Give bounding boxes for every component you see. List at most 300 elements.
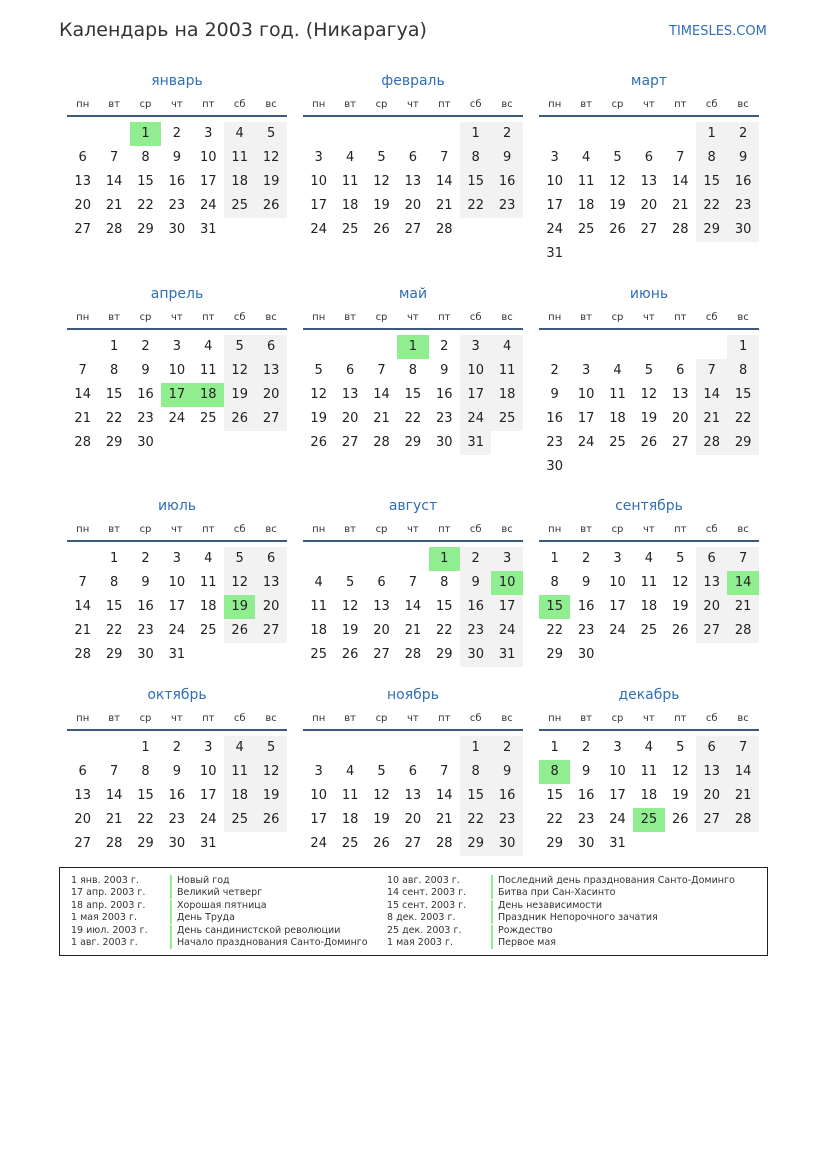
day-cell: 10 bbox=[577, 387, 595, 402]
holiday-day-cell: 8 bbox=[539, 760, 570, 784]
weekday-label: сб bbox=[233, 99, 246, 110]
day-cell: 20 bbox=[696, 595, 727, 619]
legend-date: 15 сент. 2003 г. bbox=[387, 899, 467, 911]
month-name: декабрь bbox=[618, 687, 680, 703]
day-cell: 14 bbox=[404, 599, 422, 614]
day-cell: 20 bbox=[373, 623, 390, 638]
holiday-day-cell: 18 bbox=[193, 383, 224, 407]
month-name: февраль bbox=[381, 73, 445, 89]
legend-holiday-name: Последний день празднования Санто-Доминго bbox=[491, 875, 735, 886]
month-name: апрель bbox=[150, 286, 204, 302]
day-cell: 29 bbox=[105, 647, 123, 662]
day-cell: 6 bbox=[78, 764, 87, 779]
weekday-label: вс bbox=[501, 99, 513, 110]
day-cell: 21 bbox=[74, 411, 91, 426]
day-cell: 24 bbox=[168, 623, 186, 638]
weekday-label: чт bbox=[171, 99, 183, 110]
weekday-label: вс bbox=[737, 312, 749, 323]
day-cell: 8 bbox=[550, 575, 559, 590]
day-cell: 24 bbox=[460, 407, 491, 431]
day-cell: 20 bbox=[696, 784, 727, 808]
day-cell: 15 bbox=[105, 387, 123, 402]
day-cell: 4 bbox=[224, 736, 255, 760]
day-cell: 13 bbox=[404, 788, 422, 803]
weekday-label: сб bbox=[469, 524, 482, 535]
day-cell: 6 bbox=[255, 335, 286, 359]
day-cell: 9 bbox=[581, 575, 591, 590]
day-cell: 22 bbox=[137, 198, 154, 213]
day-cell: 16 bbox=[577, 599, 595, 614]
month-name: март bbox=[630, 73, 668, 89]
day-cell: 28 bbox=[727, 808, 758, 832]
day-cell: 12 bbox=[224, 571, 255, 595]
day-cell: 13 bbox=[74, 174, 91, 189]
day-cell: 28 bbox=[74, 647, 91, 662]
day-cell: 24 bbox=[609, 812, 626, 827]
holiday-legend bbox=[59, 867, 768, 956]
weekday-label: чт bbox=[171, 713, 183, 724]
day-cell: 6 bbox=[78, 150, 87, 165]
day-cell: 25 bbox=[640, 623, 658, 638]
day-cell: 31 bbox=[460, 431, 491, 455]
day-cell: 16 bbox=[137, 599, 154, 614]
day-cell: 9 bbox=[172, 764, 182, 779]
day-cell: 25 bbox=[491, 407, 522, 431]
day-cell: 18 bbox=[200, 599, 217, 614]
day-cell: 11 bbox=[341, 788, 359, 803]
day-cell: 10 bbox=[200, 764, 217, 779]
day-cell: 7 bbox=[440, 150, 449, 165]
day-cell: 20 bbox=[672, 411, 689, 426]
legend-holiday-name: Праздник Непорочного зачатия bbox=[491, 912, 658, 923]
day-cell: 21 bbox=[105, 812, 123, 827]
day-cell: 28 bbox=[373, 435, 390, 450]
day-cell: 19 bbox=[609, 198, 626, 213]
day-cell: 29 bbox=[436, 647, 453, 662]
weekday-label: пт bbox=[438, 312, 451, 323]
day-cell: 19 bbox=[373, 198, 390, 213]
day-cell: 10 bbox=[310, 788, 327, 803]
month-header-rule bbox=[67, 540, 287, 542]
day-cell: 2 bbox=[460, 547, 491, 571]
day-cell: 5 bbox=[345, 575, 355, 590]
day-cell: 15 bbox=[105, 599, 123, 614]
legend-date: 19 июл. 2003 г. bbox=[71, 924, 148, 936]
day-cell: 27 bbox=[640, 222, 658, 237]
day-cell: 2 bbox=[141, 339, 150, 354]
day-cell: 12 bbox=[310, 387, 327, 402]
day-cell: 14 bbox=[436, 174, 453, 189]
day-cell: 8 bbox=[141, 764, 150, 779]
day-cell: 8 bbox=[109, 575, 119, 590]
weekday-label: вс bbox=[501, 713, 513, 724]
month-header-rule bbox=[303, 115, 523, 117]
month-name: июль bbox=[157, 498, 197, 514]
day-cell: 26 bbox=[255, 194, 286, 218]
day-cell: 18 bbox=[224, 784, 255, 808]
day-cell: 22 bbox=[404, 411, 422, 426]
month-header-rule bbox=[539, 328, 759, 330]
day-cell: 7 bbox=[696, 359, 727, 383]
day-cell: 7 bbox=[440, 764, 449, 779]
day-cell: 26 bbox=[672, 812, 689, 827]
day-cell: 25 bbox=[577, 222, 595, 237]
day-cell: 17 bbox=[577, 411, 595, 426]
day-cell: 15 bbox=[137, 174, 154, 189]
day-cell: 15 bbox=[137, 788, 154, 803]
weekday-label: сб bbox=[469, 312, 482, 323]
day-cell: 15 bbox=[546, 788, 563, 803]
weekday-label: пн bbox=[312, 524, 326, 535]
day-cell: 7 bbox=[109, 150, 119, 165]
day-cell: 1 bbox=[550, 740, 559, 755]
day-cell: 31 bbox=[546, 246, 563, 261]
day-cell: 6 bbox=[644, 150, 654, 165]
day-cell: 13 bbox=[672, 387, 689, 402]
day-cell: 14 bbox=[74, 599, 91, 614]
holiday-day-cell: 1 bbox=[397, 335, 428, 359]
day-cell: 3 bbox=[460, 335, 491, 359]
day-cell: 23 bbox=[137, 623, 154, 638]
day-cell: 30 bbox=[137, 647, 154, 662]
day-cell: 24 bbox=[200, 198, 217, 213]
day-cell: 9 bbox=[550, 387, 559, 402]
weekday-label: ср bbox=[611, 99, 624, 110]
weekday-label: пн bbox=[76, 312, 90, 323]
weekday-label: чт bbox=[171, 312, 183, 323]
weekday-label: сб bbox=[469, 713, 482, 724]
weekday-label: сб bbox=[705, 99, 718, 110]
holiday-day-cell: 10 bbox=[491, 571, 522, 595]
day-cell: 15 bbox=[404, 387, 422, 402]
weekday-label: сб bbox=[233, 312, 246, 323]
weekday-label: ср bbox=[375, 524, 388, 535]
day-cell: 4 bbox=[314, 575, 323, 590]
day-cell: 8 bbox=[141, 150, 150, 165]
day-cell: 22 bbox=[105, 623, 123, 638]
weekday-label: пт bbox=[202, 713, 215, 724]
weekday-label: ср bbox=[611, 312, 624, 323]
day-cell: 16 bbox=[436, 387, 453, 402]
day-cell: 31 bbox=[491, 643, 522, 667]
day-cell: 4 bbox=[491, 335, 522, 359]
day-cell: 19 bbox=[341, 623, 359, 638]
day-cell: 21 bbox=[436, 198, 453, 213]
day-cell: 21 bbox=[105, 198, 123, 213]
day-cell: 3 bbox=[314, 764, 323, 779]
month-name: сентябрь bbox=[615, 498, 683, 514]
day-cell: 11 bbox=[224, 146, 255, 170]
day-cell: 27 bbox=[74, 836, 91, 851]
day-cell: 7 bbox=[78, 363, 87, 378]
weekday-label: ср bbox=[611, 713, 624, 724]
day-cell: 19 bbox=[640, 411, 658, 426]
weekday-label: пт bbox=[438, 713, 451, 724]
day-cell: 4 bbox=[613, 363, 622, 378]
day-cell: 22 bbox=[727, 407, 758, 431]
legend-holiday-name: Новый год bbox=[170, 875, 230, 886]
day-cell: 12 bbox=[373, 788, 390, 803]
legend-date: 1 авг. 2003 г. bbox=[71, 937, 138, 948]
weekday-label: вт bbox=[344, 524, 356, 535]
weekday-label: пн bbox=[548, 713, 562, 724]
day-cell: 4 bbox=[581, 150, 591, 165]
weekday-label: вс bbox=[737, 524, 749, 535]
day-cell: 15 bbox=[436, 599, 453, 614]
day-cell: 7 bbox=[408, 575, 418, 590]
day-cell: 7 bbox=[727, 547, 758, 571]
day-cell: 22 bbox=[137, 812, 154, 827]
legend-holiday-name: День Труда bbox=[170, 912, 235, 923]
day-cell: 11 bbox=[491, 359, 522, 383]
day-cell: 21 bbox=[727, 784, 758, 808]
day-cell: 29 bbox=[137, 836, 154, 851]
day-cell: 26 bbox=[640, 435, 658, 450]
weekday-label: пт bbox=[674, 99, 687, 110]
day-cell: 6 bbox=[408, 150, 418, 165]
day-cell: 23 bbox=[168, 812, 186, 827]
day-cell: 17 bbox=[609, 788, 626, 803]
day-cell: 28 bbox=[436, 222, 453, 237]
weekday-label: чт bbox=[643, 524, 655, 535]
day-cell: 5 bbox=[676, 740, 685, 755]
day-cell: 13 bbox=[74, 788, 91, 803]
day-cell: 22 bbox=[546, 623, 563, 638]
day-cell: 28 bbox=[74, 435, 91, 450]
day-cell: 16 bbox=[168, 788, 186, 803]
day-cell: 27 bbox=[255, 619, 286, 643]
day-cell: 16 bbox=[577, 788, 595, 803]
day-cell: 29 bbox=[404, 435, 422, 450]
month-header-rule bbox=[539, 115, 759, 117]
weekday-label: вт bbox=[344, 99, 356, 110]
weekday-label: вт bbox=[580, 312, 592, 323]
day-cell: 6 bbox=[696, 547, 727, 571]
legend-date: 1 мая 2003 г. bbox=[71, 912, 137, 924]
day-cell: 30 bbox=[436, 435, 453, 450]
day-cell: 22 bbox=[105, 411, 123, 426]
day-cell: 30 bbox=[577, 836, 595, 851]
day-cell: 3 bbox=[204, 126, 213, 141]
day-cell: 15 bbox=[727, 383, 758, 407]
day-cell: 11 bbox=[609, 387, 626, 402]
day-cell: 31 bbox=[200, 836, 217, 851]
day-cell: 12 bbox=[609, 174, 626, 189]
weekday-label: пн bbox=[76, 524, 90, 535]
day-cell: 9 bbox=[440, 363, 449, 378]
day-cell: 2 bbox=[141, 551, 150, 566]
day-cell: 19 bbox=[255, 784, 286, 808]
day-cell: 25 bbox=[341, 222, 359, 237]
month-header-rule bbox=[67, 115, 287, 117]
site-link[interactable]: TIMESLES.COM bbox=[669, 24, 767, 39]
day-cell: 1 bbox=[550, 551, 559, 566]
day-cell: 27 bbox=[696, 808, 727, 832]
weekday-label: чт bbox=[643, 713, 655, 724]
weekday-label: ср bbox=[611, 524, 624, 535]
day-cell: 10 bbox=[609, 575, 626, 590]
day-cell: 19 bbox=[224, 383, 255, 407]
month-header-rule bbox=[67, 729, 287, 731]
weekday-label: вс bbox=[501, 312, 513, 323]
month-name: июнь bbox=[629, 286, 669, 302]
day-cell: 30 bbox=[491, 832, 522, 856]
day-cell: 19 bbox=[672, 599, 689, 614]
day-cell: 25 bbox=[341, 836, 359, 851]
weekday-label: чт bbox=[407, 312, 419, 323]
month-name: май bbox=[398, 286, 428, 302]
day-cell: 1 bbox=[109, 551, 119, 566]
weekday-label: вс bbox=[265, 713, 277, 724]
day-cell: 27 bbox=[341, 435, 359, 450]
day-cell: 28 bbox=[105, 222, 123, 237]
day-cell: 9 bbox=[141, 575, 150, 590]
day-cell: 29 bbox=[137, 222, 154, 237]
weekday-label: чт bbox=[643, 312, 655, 323]
weekday-label: сб bbox=[705, 524, 718, 535]
holiday-day-cell: 17 bbox=[161, 383, 192, 407]
day-cell: 12 bbox=[640, 387, 658, 402]
weekday-label: ср bbox=[375, 312, 388, 323]
holiday-day-cell: 1 bbox=[130, 122, 161, 146]
weekday-label: сб bbox=[705, 713, 718, 724]
day-cell: 25 bbox=[224, 808, 255, 832]
weekday-label: вт bbox=[344, 713, 356, 724]
day-cell: 25 bbox=[310, 647, 327, 662]
day-cell: 17 bbox=[609, 599, 626, 614]
day-cell: 5 bbox=[377, 764, 386, 779]
day-cell: 5 bbox=[377, 150, 386, 165]
day-cell: 5 bbox=[644, 363, 654, 378]
day-cell: 9 bbox=[491, 760, 522, 784]
day-cell: 24 bbox=[310, 222, 327, 237]
day-cell: 26 bbox=[609, 222, 626, 237]
weekday-label: вт bbox=[108, 524, 120, 535]
day-cell: 3 bbox=[613, 551, 622, 566]
day-cell: 6 bbox=[345, 363, 355, 378]
day-cell: 30 bbox=[577, 647, 595, 662]
day-cell: 3 bbox=[581, 363, 591, 378]
day-cell: 21 bbox=[404, 623, 422, 638]
day-cell: 11 bbox=[577, 174, 595, 189]
weekday-label: вт bbox=[580, 524, 592, 535]
day-cell: 29 bbox=[696, 218, 727, 242]
day-cell: 17 bbox=[491, 595, 522, 619]
weekday-label: вс bbox=[265, 99, 277, 110]
day-cell: 26 bbox=[224, 407, 255, 431]
day-cell: 19 bbox=[255, 170, 286, 194]
day-cell: 18 bbox=[224, 170, 255, 194]
weekday-label: пт bbox=[438, 524, 451, 535]
day-cell: 4 bbox=[345, 150, 355, 165]
weekday-label: пт bbox=[202, 312, 215, 323]
day-cell: 24 bbox=[609, 623, 626, 638]
month-name: август bbox=[388, 498, 438, 514]
weekday-label: чт bbox=[407, 713, 419, 724]
day-cell: 5 bbox=[613, 150, 622, 165]
weekday-label: пн bbox=[548, 524, 562, 535]
day-cell: 26 bbox=[373, 836, 390, 851]
day-cell: 20 bbox=[341, 411, 359, 426]
day-cell: 14 bbox=[696, 383, 727, 407]
day-cell: 12 bbox=[255, 760, 286, 784]
day-cell: 18 bbox=[609, 411, 626, 426]
day-cell: 20 bbox=[255, 595, 286, 619]
day-cell: 7 bbox=[727, 736, 758, 760]
month-name: октябрь bbox=[147, 687, 207, 703]
day-cell: 13 bbox=[255, 571, 286, 595]
weekday-label: вт bbox=[108, 312, 120, 323]
day-cell: 3 bbox=[491, 547, 522, 571]
day-cell: 16 bbox=[491, 784, 522, 808]
weekday-label: вт bbox=[108, 99, 120, 110]
month-header-rule bbox=[303, 729, 523, 731]
day-cell: 16 bbox=[137, 387, 154, 402]
weekday-label: вт bbox=[580, 99, 592, 110]
weekday-label: вс bbox=[737, 713, 749, 724]
weekday-label: ср bbox=[139, 524, 152, 535]
day-cell: 23 bbox=[491, 194, 522, 218]
legend-holiday-name: Первое мая bbox=[491, 937, 556, 948]
day-cell: 24 bbox=[577, 435, 595, 450]
day-cell: 24 bbox=[546, 222, 563, 237]
day-cell: 30 bbox=[460, 643, 491, 667]
day-cell: 27 bbox=[373, 647, 390, 662]
day-cell: 23 bbox=[577, 812, 595, 827]
day-cell: 3 bbox=[550, 150, 559, 165]
weekday-label: пт bbox=[202, 524, 215, 535]
day-cell: 6 bbox=[377, 575, 386, 590]
day-cell: 14 bbox=[74, 387, 91, 402]
day-cell: 18 bbox=[640, 788, 658, 803]
day-cell: 2 bbox=[581, 740, 591, 755]
day-cell: 12 bbox=[255, 146, 286, 170]
day-cell: 7 bbox=[78, 575, 87, 590]
weekday-label: вт bbox=[108, 713, 120, 724]
day-cell: 2 bbox=[440, 339, 449, 354]
day-cell: 1 bbox=[727, 335, 758, 359]
day-cell: 5 bbox=[314, 363, 323, 378]
day-cell: 3 bbox=[204, 740, 213, 755]
page-title: Календарь на 2003 год. (Никарагуа) bbox=[59, 19, 427, 41]
day-cell: 25 bbox=[200, 623, 217, 638]
weekday-label: пт bbox=[438, 99, 451, 110]
day-cell: 31 bbox=[609, 836, 626, 851]
day-cell: 28 bbox=[105, 836, 123, 851]
day-cell: 11 bbox=[640, 764, 658, 779]
day-cell: 1 bbox=[460, 122, 491, 146]
day-cell: 27 bbox=[404, 836, 422, 851]
day-cell: 16 bbox=[727, 170, 758, 194]
weekday-label: вс bbox=[265, 524, 277, 535]
day-cell: 18 bbox=[310, 623, 327, 638]
day-cell: 10 bbox=[200, 150, 217, 165]
day-cell: 1 bbox=[460, 736, 491, 760]
day-cell: 4 bbox=[345, 764, 355, 779]
weekday-label: пт bbox=[202, 99, 215, 110]
day-cell: 12 bbox=[672, 575, 689, 590]
day-cell: 21 bbox=[696, 407, 727, 431]
legend-date: 17 апр. 2003 г. bbox=[71, 887, 146, 899]
day-cell: 27 bbox=[74, 222, 91, 237]
day-cell: 18 bbox=[341, 198, 359, 213]
day-cell: 18 bbox=[577, 198, 595, 213]
day-cell: 27 bbox=[255, 407, 286, 431]
day-cell: 7 bbox=[676, 150, 685, 165]
day-cell: 20 bbox=[74, 198, 91, 213]
weekday-label: сб bbox=[233, 524, 246, 535]
day-cell: 21 bbox=[727, 595, 758, 619]
